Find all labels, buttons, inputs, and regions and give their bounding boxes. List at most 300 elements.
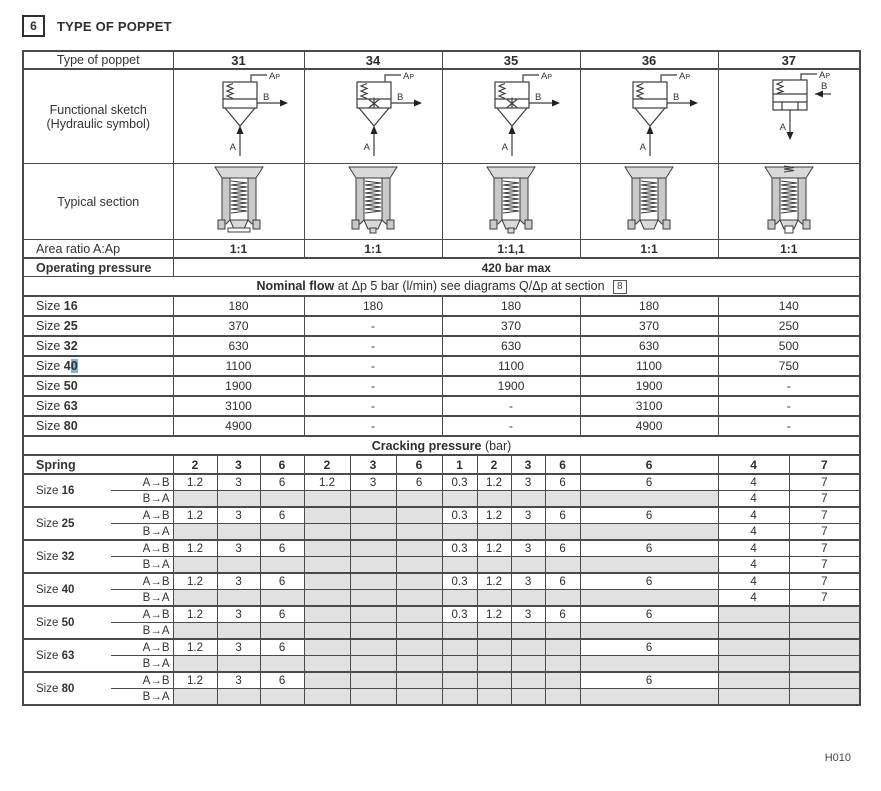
cracking-63-ba-6 <box>442 656 477 673</box>
cracking-50-ba-8 <box>511 623 545 640</box>
cracking-63-ba-8 <box>511 656 545 673</box>
flow-size-label-63 <box>23 396 173 416</box>
cracking-40-ba-1 <box>217 590 260 607</box>
cracking-size-label-40 <box>23 573 111 606</box>
cracking-title-unit: (bar) <box>481 438 512 453</box>
cracking-50-ab-12 <box>789 606 860 623</box>
cracking-50-ba-1 <box>217 623 260 640</box>
cracking-16-ba-3 <box>304 491 350 508</box>
typical-section-31 <box>201 164 277 236</box>
cracking-25-ab-8: 3 <box>511 507 545 524</box>
cracking-50-ba-6 <box>442 623 477 640</box>
flow-value-50-31: 1900 <box>173 376 304 396</box>
cracking-80-ba-1 <box>217 689 260 706</box>
flow-value-50-35: 1900 <box>442 376 580 396</box>
size-word: Size <box>36 649 62 662</box>
size-number: 63 <box>63 399 78 413</box>
cracking-25-ab-5 <box>396 507 442 524</box>
cracking-16-ab-8: 3 <box>511 474 545 491</box>
cracking-50-ab-2: 6 <box>260 606 304 623</box>
spring-value-4: 3 <box>350 455 396 474</box>
cracking-pressure-title <box>23 436 860 455</box>
cracking-25-ba-5 <box>396 524 442 541</box>
cracking-50-ab-8: 3 <box>511 606 545 623</box>
cracking-50-ab-4 <box>350 606 396 623</box>
cracking-16-ab-12: 7 <box>789 474 860 491</box>
size-word: Size <box>36 399 64 413</box>
flow-size-label-50 <box>23 376 173 396</box>
cracking-80-ab-8 <box>511 672 545 689</box>
flow-value-16-36: 180 <box>580 296 718 316</box>
cracking-80-ba-8 <box>511 689 545 706</box>
cracking-32-ab-1: 3 <box>217 540 260 557</box>
svg-text:B: B <box>673 92 680 103</box>
operating-pressure-row <box>23 258 860 277</box>
spring-label: Spring <box>23 455 173 474</box>
cracking-50-ba-5 <box>396 623 442 640</box>
cracking-size-label-63 <box>23 639 111 672</box>
cracking-size-label-32 <box>23 540 111 573</box>
cracking-40-ba-8 <box>511 590 545 607</box>
direction-label-ab-40: A→B <box>111 573 173 590</box>
cracking-63-ab-12 <box>789 639 860 656</box>
size-number: 80 <box>63 419 78 433</box>
cracking-16-ba-2 <box>260 491 304 508</box>
type-header-36: 36 <box>580 51 718 69</box>
flow-value-63-35: - <box>442 396 580 416</box>
direction-label-ba-25: B→A <box>111 524 173 541</box>
typical-section-37 <box>751 164 827 236</box>
flow-value-40-31: 1100 <box>173 356 304 376</box>
flow-value-50-34: - <box>304 376 442 396</box>
cracking-25-ba-7 <box>477 524 511 541</box>
cracking-row-63-ba <box>23 656 860 673</box>
size-number: 50 <box>63 379 78 393</box>
size-word: Size <box>36 419 64 433</box>
size-word: Size <box>36 616 62 629</box>
cracking-25-ba-10 <box>580 524 718 541</box>
cracking-40-ab-8: 3 <box>511 573 545 590</box>
cracking-16-ba-0 <box>173 491 217 508</box>
spring-value-5: 6 <box>396 455 442 474</box>
spring-value-12: 7 <box>789 455 860 474</box>
cracking-40-ba-6 <box>442 590 477 607</box>
cracking-50-ba-7 <box>477 623 511 640</box>
direction-label-ba-40: B→A <box>111 590 173 607</box>
direction-label-ba-16: B→A <box>111 491 173 508</box>
svg-text:B: B <box>397 92 404 103</box>
area-ratio-36: 1:1 <box>580 240 718 259</box>
cracking-40-ba-3 <box>304 590 350 607</box>
flow-value-16-34: 180 <box>304 296 442 316</box>
text-selection-highlight: 0 <box>70 359 78 373</box>
functional-sketch-31 <box>187 70 291 160</box>
svg-text:B: B <box>535 92 542 103</box>
cracking-16-ba-6 <box>442 491 477 508</box>
cracking-50-ab-11 <box>718 606 789 623</box>
spring-value-11: 4 <box>718 455 789 474</box>
cracking-32-ab-0: 1.2 <box>173 540 217 557</box>
cracking-16-ba-10 <box>580 491 718 508</box>
cracking-80-ab-10: 6 <box>580 672 718 689</box>
cracking-25-ab-12: 7 <box>789 507 860 524</box>
section-8-reference: 8 <box>613 280 627 294</box>
cracking-80-ba-11 <box>718 689 789 706</box>
sketch-label-line2: (Hydraulic symbol) <box>46 116 150 131</box>
cracking-80-ab-6 <box>442 672 477 689</box>
cracking-40-ba-7 <box>477 590 511 607</box>
cracking-40-ba-12: 7 <box>789 590 860 607</box>
spring-value-10: 6 <box>580 455 718 474</box>
cracking-63-ab-2: 6 <box>260 639 304 656</box>
type-header-37: 37 <box>718 51 860 69</box>
direction-label-ab-50: A→B <box>111 606 173 623</box>
cracking-25-ab-2: 6 <box>260 507 304 524</box>
functional-sketch-row <box>23 69 860 164</box>
svg-text:AP: AP <box>818 70 830 81</box>
area-ratio-37: 1:1 <box>718 240 860 259</box>
functional-sketch-cell-35 <box>442 69 580 164</box>
cracking-80-ba-2 <box>260 689 304 706</box>
cracking-80-ab-9 <box>545 672 580 689</box>
size-word: Size <box>36 682 62 695</box>
page-code: H010 <box>824 752 851 764</box>
flow-value-25-31: 370 <box>173 316 304 336</box>
direction-label-ba-80: B→A <box>111 689 173 706</box>
flow-value-63-36: 3100 <box>580 396 718 416</box>
cracking-40-ba-4 <box>350 590 396 607</box>
cracking-80-ba-5 <box>396 689 442 706</box>
cracking-16-ba-7 <box>477 491 511 508</box>
flow-value-32-37: 500 <box>718 336 860 356</box>
cracking-16-ba-9 <box>545 491 580 508</box>
cracking-16-ba-8 <box>511 491 545 508</box>
cracking-40-ab-3 <box>304 573 350 590</box>
cracking-25-ba-4 <box>350 524 396 541</box>
cracking-16-ab-4: 3 <box>350 474 396 491</box>
cracking-16-ab-0: 1.2 <box>173 474 217 491</box>
cracking-63-ba-0 <box>173 656 217 673</box>
operating-pressure-label: Operating pressure <box>23 258 173 277</box>
cracking-63-ab-10: 6 <box>580 639 718 656</box>
svg-text:A: A <box>639 142 647 153</box>
cracking-32-ba-3 <box>304 557 350 574</box>
spring-value-0: 2 <box>173 455 217 474</box>
flow-size-label-40 <box>23 356 173 376</box>
functional-sketch-35 <box>459 70 563 160</box>
cracking-40-ba-0 <box>173 590 217 607</box>
cracking-row-80-ba <box>23 689 860 706</box>
cracking-32-ba-9 <box>545 557 580 574</box>
cracking-80-ab-4 <box>350 672 396 689</box>
typical-section-34 <box>335 164 411 236</box>
size-number: 32 <box>61 550 75 563</box>
cracking-size-label-50 <box>23 606 111 639</box>
cracking-25-ba-2 <box>260 524 304 541</box>
cracking-80-ba-10 <box>580 689 718 706</box>
cracking-40-ab-0: 1.2 <box>173 573 217 590</box>
cracking-50-ab-1: 3 <box>217 606 260 623</box>
flow-value-80-37: - <box>718 416 860 436</box>
cracking-40-ab-10: 6 <box>580 573 718 590</box>
cracking-63-ba-2 <box>260 656 304 673</box>
spring-value-7: 2 <box>477 455 511 474</box>
flow-value-25-35: 370 <box>442 316 580 336</box>
cracking-25-ba-0 <box>173 524 217 541</box>
functional-sketch-cell-34 <box>304 69 442 164</box>
cracking-25-ab-10: 6 <box>580 507 718 524</box>
cracking-50-ba-12 <box>789 623 860 640</box>
cracking-80-ab-11 <box>718 672 789 689</box>
type-of-poppet-label: Type of poppet <box>23 51 173 69</box>
cracking-32-ba-1 <box>217 557 260 574</box>
nominal-flow-bold: Nominal flow <box>256 278 335 293</box>
flow-value-63-37: - <box>718 396 860 416</box>
direction-label-ab-16: A→B <box>111 474 173 491</box>
cracking-40-ba-5 <box>396 590 442 607</box>
cracking-40-ba-11: 4 <box>718 590 789 607</box>
direction-label-ab-25: A→B <box>111 507 173 524</box>
cracking-50-ba-3 <box>304 623 350 640</box>
cracking-25-ab-1: 3 <box>217 507 260 524</box>
flow-value-80-36: 4900 <box>580 416 718 436</box>
cracking-63-ab-3 <box>304 639 350 656</box>
flow-value-63-31: 3100 <box>173 396 304 416</box>
svg-text:AP: AP <box>268 71 280 82</box>
flow-value-80-35: - <box>442 416 580 436</box>
cracking-25-ab-0: 1.2 <box>173 507 217 524</box>
cracking-80-ba-9 <box>545 689 580 706</box>
functional-sketch-cell-37 <box>718 69 860 164</box>
flow-row-16 <box>23 296 860 316</box>
cracking-row-50-ab <box>23 606 860 623</box>
cracking-row-32-ba <box>23 557 860 574</box>
flow-value-16-31: 180 <box>173 296 304 316</box>
functional-sketch-34 <box>321 70 425 160</box>
cracking-25-ab-6: 0.3 <box>442 507 477 524</box>
cracking-row-80-ab <box>23 672 860 689</box>
area-ratio-34: 1:1 <box>304 240 442 259</box>
size-word: Size <box>36 299 64 313</box>
cracking-16-ab-3: 1.2 <box>304 474 350 491</box>
flow-value-25-37: 250 <box>718 316 860 336</box>
section-number-box: 6 <box>22 15 45 37</box>
size-word: Size <box>36 517 62 530</box>
cracking-32-ab-12: 7 <box>789 540 860 557</box>
direction-label-ab-63: A→B <box>111 639 173 656</box>
cracking-40-ab-7: 1.2 <box>477 573 511 590</box>
cracking-25-ab-7: 1.2 <box>477 507 511 524</box>
cracking-16-ab-11: 4 <box>718 474 789 491</box>
flow-row-32 <box>23 336 860 356</box>
size-number: 80 <box>61 682 75 695</box>
cracking-25-ba-8 <box>511 524 545 541</box>
type-header-31: 31 <box>173 51 304 69</box>
cracking-row-16-ba <box>23 491 860 508</box>
flow-value-80-34: - <box>304 416 442 436</box>
cracking-80-ab-7 <box>477 672 511 689</box>
cracking-40-ba-9 <box>545 590 580 607</box>
cracking-16-ba-1 <box>217 491 260 508</box>
spring-value-2: 6 <box>260 455 304 474</box>
size-word: Size <box>36 319 64 333</box>
cracking-row-63-ab <box>23 639 860 656</box>
cracking-50-ab-5 <box>396 606 442 623</box>
cracking-row-32-ab <box>23 540 860 557</box>
size-number: 25 <box>63 319 78 333</box>
cracking-32-ab-11: 4 <box>718 540 789 557</box>
typical-section-cell-31 <box>173 164 304 240</box>
flow-size-label-16 <box>23 296 173 316</box>
cracking-63-ba-1 <box>217 656 260 673</box>
svg-text:B: B <box>262 92 269 103</box>
cracking-32-ab-8: 3 <box>511 540 545 557</box>
cracking-63-ab-1: 3 <box>217 639 260 656</box>
cracking-size-label-80 <box>23 672 111 705</box>
cracking-63-ba-7 <box>477 656 511 673</box>
flow-size-label-80 <box>23 416 173 436</box>
cracking-row-50-ba <box>23 623 860 640</box>
flow-value-40-36: 1100 <box>580 356 718 376</box>
cracking-16-ab-5: 6 <box>396 474 442 491</box>
cracking-32-ab-10: 6 <box>580 540 718 557</box>
flow-value-40-34: - <box>304 356 442 376</box>
cracking-63-ab-5 <box>396 639 442 656</box>
cracking-80-ab-12 <box>789 672 860 689</box>
cracking-32-ba-7 <box>477 557 511 574</box>
cracking-50-ba-2 <box>260 623 304 640</box>
cracking-63-ba-3 <box>304 656 350 673</box>
cracking-40-ab-11: 4 <box>718 573 789 590</box>
size-word: Size <box>36 379 64 393</box>
nominal-flow-rest: at Δp 5 bar (l/min) see diagrams Q/Δp at section <box>334 278 609 293</box>
flow-value-16-37: 140 <box>718 296 860 316</box>
cracking-40-ba-10 <box>580 590 718 607</box>
cracking-size-label-25 <box>23 507 111 540</box>
cracking-25-ba-3 <box>304 524 350 541</box>
cracking-40-ab-12: 7 <box>789 573 860 590</box>
flow-value-32-35: 630 <box>442 336 580 356</box>
cracking-32-ba-11: 4 <box>718 557 789 574</box>
cracking-row-40-ab <box>23 573 860 590</box>
functional-sketch-36 <box>597 70 701 160</box>
cracking-63-ab-6 <box>442 639 477 656</box>
spring-value-3: 2 <box>304 455 350 474</box>
size-word: Size <box>36 583 62 596</box>
typical-section-row <box>23 164 860 240</box>
cracking-63-ba-4 <box>350 656 396 673</box>
cracking-25-ba-12: 7 <box>789 524 860 541</box>
svg-text:A: A <box>501 142 509 153</box>
operating-pressure-value: 420 bar max <box>173 258 860 277</box>
typical-section-cell-35 <box>442 164 580 240</box>
cracking-32-ba-0 <box>173 557 217 574</box>
cracking-50-ba-0 <box>173 623 217 640</box>
size-number: 16 <box>61 484 75 497</box>
poppet-table <box>22 50 861 706</box>
direction-label-ba-32: B→A <box>111 557 173 574</box>
cracking-32-ab-4 <box>350 540 396 557</box>
flow-value-40-37: 750 <box>718 356 860 376</box>
cracking-80-ab-5 <box>396 672 442 689</box>
cracking-32-ba-12: 7 <box>789 557 860 574</box>
section-header <box>22 15 172 37</box>
cracking-25-ba-1 <box>217 524 260 541</box>
typical-section-cell-34 <box>304 164 442 240</box>
cracking-32-ab-9: 6 <box>545 540 580 557</box>
flow-value-25-36: 370 <box>580 316 718 336</box>
cracking-32-ab-2: 6 <box>260 540 304 557</box>
spring-value-8: 3 <box>511 455 545 474</box>
flow-value-32-36: 630 <box>580 336 718 356</box>
nominal-flow-row <box>23 277 860 297</box>
size-number: 25 <box>61 517 75 530</box>
cracking-40-ab-2: 6 <box>260 573 304 590</box>
cracking-63-ab-9 <box>545 639 580 656</box>
svg-text:AP: AP <box>679 71 691 82</box>
type-header-34: 34 <box>304 51 442 69</box>
cracking-40-ab-1: 3 <box>217 573 260 590</box>
cracking-40-ab-5 <box>396 573 442 590</box>
svg-text:AP: AP <box>541 71 553 82</box>
flow-size-label-32 <box>23 336 173 356</box>
functional-sketch-37 <box>737 70 841 160</box>
cracking-50-ba-9 <box>545 623 580 640</box>
size-word: Size <box>36 484 62 497</box>
cracking-row-40-ba <box>23 590 860 607</box>
cracking-40-ab-6: 0.3 <box>442 573 477 590</box>
cracking-25-ab-4 <box>350 507 396 524</box>
flow-value-80-31: 4900 <box>173 416 304 436</box>
flow-value-40-35: 1100 <box>442 356 580 376</box>
cracking-63-ab-11 <box>718 639 789 656</box>
cracking-63-ba-5 <box>396 656 442 673</box>
cracking-size-label-16 <box>23 474 111 507</box>
type-header-35: 35 <box>442 51 580 69</box>
cracking-50-ab-0: 1.2 <box>173 606 217 623</box>
area-ratio-row <box>23 240 860 259</box>
flow-value-16-35: 180 <box>442 296 580 316</box>
cracking-63-ba-12 <box>789 656 860 673</box>
cracking-25-ba-11: 4 <box>718 524 789 541</box>
flow-size-label-25 <box>23 316 173 336</box>
cracking-63-ba-10 <box>580 656 718 673</box>
cracking-80-ba-7 <box>477 689 511 706</box>
cracking-pressure-title-row <box>23 436 860 455</box>
size-number: 40 <box>61 583 75 596</box>
flow-row-50 <box>23 376 860 396</box>
cracking-80-ab-1: 3 <box>217 672 260 689</box>
cracking-16-ba-4 <box>350 491 396 508</box>
flow-value-32-34: - <box>304 336 442 356</box>
cracking-40-ba-2 <box>260 590 304 607</box>
section-title: TYPE OF POPPET <box>57 18 172 34</box>
cracking-63-ba-11 <box>718 656 789 673</box>
cracking-40-ab-9: 6 <box>545 573 580 590</box>
typical-section-36 <box>611 164 687 236</box>
cracking-63-ab-0: 1.2 <box>173 639 217 656</box>
cracking-32-ab-7: 1.2 <box>477 540 511 557</box>
cracking-16-ab-1: 3 <box>217 474 260 491</box>
cracking-80-ba-0 <box>173 689 217 706</box>
cracking-25-ab-3 <box>304 507 350 524</box>
cracking-80-ba-6 <box>442 689 477 706</box>
cracking-16-ba-5 <box>396 491 442 508</box>
area-ratio-label: Area ratio A:Ap <box>23 240 173 259</box>
size-number: 32 <box>63 339 78 353</box>
flow-row-63 <box>23 396 860 416</box>
cracking-50-ab-9: 6 <box>545 606 580 623</box>
